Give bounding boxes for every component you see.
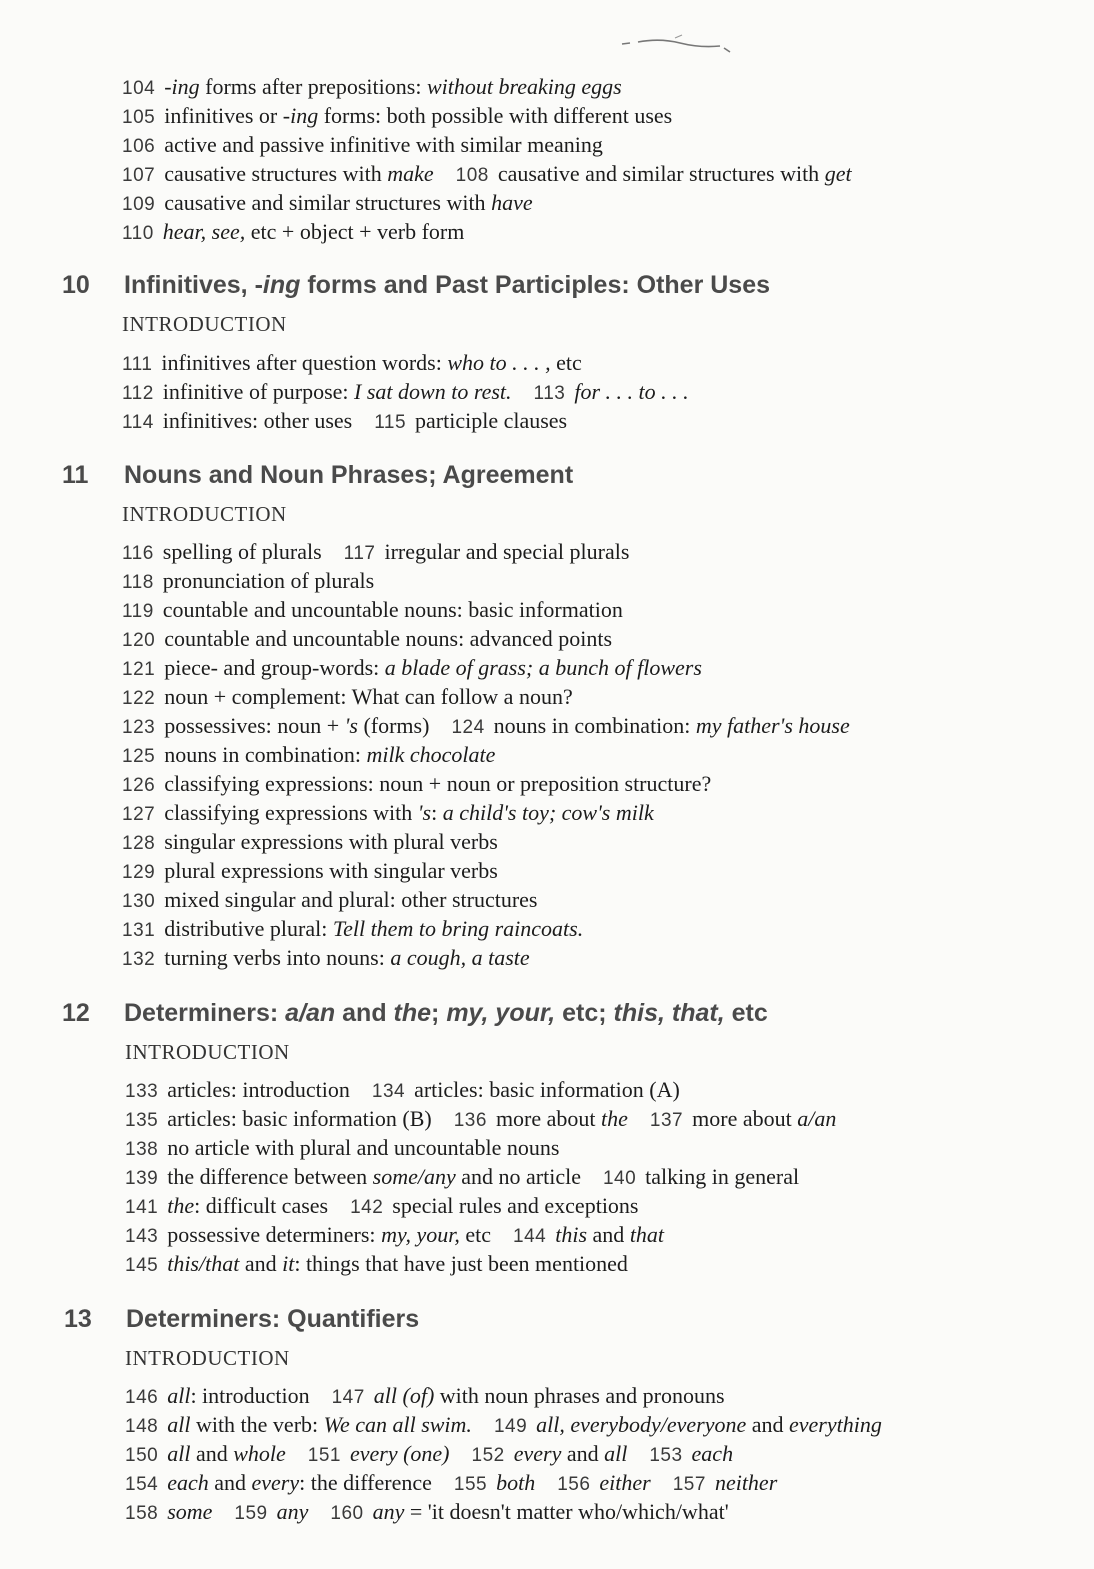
chapter-number: 10 <box>62 271 90 299</box>
toc-line <box>122 653 850 682</box>
entry-title: every and all <box>513 1441 628 1466</box>
toc-entry[interactable] <box>125 1222 491 1247</box>
italic-text: We can all swim. <box>323 1412 472 1437</box>
entry-title <box>692 1441 734 1466</box>
entry-title: infinitives or -ing forms: both possible with different uses <box>164 103 673 128</box>
chapter-11-entries <box>122 537 850 972</box>
entry-number: 125 <box>122 746 156 767</box>
italic-text: all (of) <box>373 1383 435 1408</box>
toc-entry[interactable] <box>122 829 498 854</box>
italic-text: neither <box>714 1470 778 1495</box>
italic-text: all <box>167 1383 191 1408</box>
italic-text: each <box>167 1470 209 1495</box>
toc-line <box>122 740 850 769</box>
entry-number: 140 <box>602 1168 637 1189</box>
toc-entry[interactable] <box>513 1222 664 1247</box>
entry-number: 151 <box>307 1445 341 1466</box>
toc-entry[interactable] <box>330 1499 728 1524</box>
italic-text: the <box>601 1106 628 1131</box>
entry-title: pronunciation of plurals <box>162 568 375 593</box>
italic-text: a/an <box>285 999 336 1027</box>
entry-title: countable and uncountable nouns: basic information <box>162 597 623 622</box>
toc-entry[interactable] <box>603 1164 799 1189</box>
toc-line <box>122 827 850 856</box>
entry-number: 156 <box>557 1474 591 1495</box>
chapter-10-entries <box>122 348 689 435</box>
chapter-13-entries <box>125 1381 882 1526</box>
entry-number: 118 <box>122 572 154 593</box>
entry-number: 146 <box>125 1387 159 1408</box>
entry-number: 127 <box>122 804 156 825</box>
italic-text: 's <box>417 800 432 825</box>
italic-text: it <box>282 1251 295 1276</box>
italic-text: every <box>513 1441 562 1466</box>
entry-number: 124 <box>451 717 485 738</box>
entry-number: 122 <box>122 688 156 709</box>
entry-title: singular expressions with plural verbs <box>164 829 498 854</box>
toc-entry[interactable] <box>650 1106 836 1131</box>
toc-entry[interactable] <box>673 1470 778 1495</box>
entry-title: classifying expressions: noun + noun or preposition structure? <box>164 771 712 796</box>
italic-text: all <box>167 1441 191 1466</box>
entry-number: 142 <box>350 1197 384 1218</box>
entry-title: the: difficult cases <box>167 1193 329 1218</box>
italic-text: who to . . . , <box>447 350 551 375</box>
italic-text: every <box>251 1470 300 1495</box>
toc-entry[interactable] <box>456 161 852 186</box>
toc-entry[interactable] <box>125 1383 310 1408</box>
entry-title: nouns in combination: milk chocolate <box>164 742 496 767</box>
toc-entry[interactable] <box>122 800 654 825</box>
toc-line <box>125 1381 882 1410</box>
entry-title: any = 'it doesn't matter who/which/what' <box>372 1499 729 1524</box>
italic-text: have <box>491 190 533 215</box>
entry-title: more about the <box>495 1106 628 1131</box>
entry-number: 147 <box>331 1387 365 1408</box>
entry-title: articles: basic information (A) <box>414 1077 680 1102</box>
italic-text: every (one) <box>349 1441 450 1466</box>
entry-title: articles: basic information (B) <box>167 1106 432 1131</box>
entry-title: possessive determiners: my, your, etc <box>167 1222 492 1247</box>
toc-entry[interactable] <box>122 103 672 128</box>
entry-number: 110 <box>122 223 154 244</box>
entry-title: special rules and exceptions <box>392 1193 639 1218</box>
italic-text: ing <box>290 103 319 128</box>
toc-entry[interactable] <box>308 1441 450 1466</box>
entry-title: all, everybody/everyone and everything <box>536 1412 882 1437</box>
entry-title: infinitive of purpose: I sat down to rest. <box>162 379 512 404</box>
entry-number: 132 <box>122 949 156 970</box>
toc-entry[interactable] <box>472 1441 628 1466</box>
toc-line <box>125 1075 836 1104</box>
entry-title <box>715 1470 777 1495</box>
chapter-number: 11 <box>62 461 89 489</box>
entry-number: 141 <box>125 1197 159 1218</box>
entry-title: hear, see, etc + object + verb form <box>162 219 465 244</box>
toc-line <box>122 943 850 972</box>
toc-entry[interactable] <box>122 219 464 244</box>
toc-line <box>125 1162 836 1191</box>
entry-number: 115 <box>374 412 407 433</box>
entry-number: 109 <box>122 194 156 215</box>
entry-title: all and whole <box>167 1441 286 1466</box>
entry-title: active and passive infinitive with similar meaning <box>164 132 603 157</box>
italic-text: any <box>372 1499 405 1524</box>
toc-entry[interactable] <box>122 568 374 593</box>
entry-number: 114 <box>122 412 154 433</box>
italic-text: a child's toy; cow's milk <box>442 800 654 825</box>
italic-text: 's <box>344 713 358 738</box>
entry-number: 134 <box>371 1081 406 1102</box>
chapter-title: Infinitives, -ing forms and Past Participles: Other Uses <box>124 271 771 299</box>
italic-text: my father's house <box>695 713 850 738</box>
entry-title: nouns in combination: my father's house <box>493 713 850 738</box>
entry-number: 108 <box>455 165 489 186</box>
entry-number: 120 <box>122 630 156 651</box>
entry-number: 117 <box>343 543 376 564</box>
entry-number: 149 <box>493 1416 528 1437</box>
toc-line <box>122 406 689 435</box>
entries-104-110 <box>122 72 852 246</box>
introduction-link[interactable]: INTRODUCTION <box>125 1346 290 1370</box>
entry-title: causative and similar structures with get <box>497 161 852 186</box>
entry-title <box>496 1470 535 1495</box>
toc-entry[interactable] <box>122 887 538 912</box>
toc-line <box>122 914 850 943</box>
italic-text: ing <box>262 271 301 299</box>
chapter-12-entries <box>125 1075 836 1278</box>
entry-number: 130 <box>122 891 156 912</box>
italic-text: for . . . to . . . <box>574 379 689 404</box>
entry-number: 154 <box>125 1474 159 1495</box>
italic-text: each <box>691 1441 734 1466</box>
italic-text: make <box>387 161 434 186</box>
chapter-title: Determiners: a/an and the; my, your, etc; this, that, etc <box>124 999 768 1027</box>
italic-text: ing <box>171 74 200 99</box>
italic-text: a cough, a taste <box>390 945 530 970</box>
entry-number: 138 <box>125 1139 159 1160</box>
entry-number: 157 <box>672 1474 706 1495</box>
entry-title: classifying expressions with 's: a child's toy; cow's milk <box>164 800 654 825</box>
italic-text: a/an <box>797 1106 837 1131</box>
toc-entry[interactable] <box>122 190 533 215</box>
toc-entry[interactable] <box>454 1106 628 1131</box>
italic-text: this <box>555 1222 588 1247</box>
toc-entry[interactable] <box>125 1135 559 1160</box>
italic-text: Tell them to bring raincoats. <box>332 916 584 941</box>
toc-entry[interactable] <box>125 1193 328 1218</box>
toc-line <box>125 1410 882 1439</box>
toc-entry[interactable] <box>557 1470 651 1495</box>
introduction-link[interactable]: INTRODUCTION <box>122 312 287 336</box>
toc-entry[interactable] <box>649 1441 733 1466</box>
toc-line <box>125 1104 836 1133</box>
entry-title: this and that <box>555 1222 665 1247</box>
entry-title: causative and similar structures with have <box>164 190 533 215</box>
entry-title: participle clauses <box>415 408 568 433</box>
toc-entry[interactable] <box>122 350 582 375</box>
toc-entry[interactable] <box>122 858 498 883</box>
toc-line <box>122 159 852 188</box>
toc-line <box>125 1133 836 1162</box>
entry-title: mixed singular and plural: other structures <box>164 887 538 912</box>
entry-title: infinitives: other uses <box>162 408 353 433</box>
entry-number: 136 <box>453 1110 487 1131</box>
entry-number: 145 <box>125 1255 159 1276</box>
toc-line <box>122 769 850 798</box>
entry-title: possessives: noun + 's (forms) <box>164 713 430 738</box>
toc-entry[interactable] <box>125 1106 432 1131</box>
entry-number: 119 <box>122 601 154 622</box>
italic-text: both <box>496 1470 536 1495</box>
toc-line <box>122 188 852 217</box>
toc-entry[interactable] <box>125 1251 628 1276</box>
entry-title <box>277 1499 309 1524</box>
toc-entry[interactable] <box>122 713 429 738</box>
entry-title: this/that and it: things that have just been mentioned <box>167 1251 628 1276</box>
toc-entry[interactable] <box>332 1383 725 1408</box>
entry-title: turning verbs into nouns: a cough, a taste <box>164 945 530 970</box>
toc-line <box>122 537 850 566</box>
italic-text: this/that <box>167 1251 240 1276</box>
toc-entry[interactable] <box>122 161 434 186</box>
toc-entry[interactable] <box>125 1441 286 1466</box>
entry-title: causative structures with make <box>164 161 434 186</box>
entry-number: 131 <box>122 920 156 941</box>
italic-text: everything <box>789 1412 882 1437</box>
toc-entry[interactable] <box>344 539 630 564</box>
toc-line <box>125 1439 882 1468</box>
entry-title: all (of) with noun phrases and pronouns <box>373 1383 725 1408</box>
entry-number: 160 <box>330 1503 364 1524</box>
entry-number: 159 <box>234 1503 268 1524</box>
italic-text: all <box>167 1412 191 1437</box>
pen-mark <box>620 32 735 54</box>
toc-entry[interactable] <box>122 379 512 404</box>
entry-number: 143 <box>125 1226 159 1247</box>
chapter-title: Determiners: Quantifiers <box>126 1305 420 1333</box>
entry-number: 121 <box>122 659 156 680</box>
toc-line <box>122 711 850 740</box>
italic-text: any <box>276 1499 309 1524</box>
italic-text: either <box>599 1470 651 1495</box>
toc-entry[interactable] <box>122 539 322 564</box>
toc-entry[interactable] <box>122 74 622 99</box>
italic-text: some <box>167 1499 213 1524</box>
toc-entry[interactable] <box>122 408 352 433</box>
entry-number: 135 <box>125 1110 159 1131</box>
entry-title: distributive plural: Tell them to bring raincoats. <box>164 916 584 941</box>
toc-entry[interactable] <box>534 379 689 404</box>
italic-text: get <box>824 161 852 186</box>
entry-number: 150 <box>125 1445 159 1466</box>
toc-line <box>122 798 850 827</box>
toc-line <box>122 682 850 711</box>
toc-entry[interactable] <box>454 1470 535 1495</box>
italic-text: the <box>393 999 432 1027</box>
toc-entry[interactable] <box>122 626 612 651</box>
italic-text: the <box>167 1193 195 1218</box>
entry-number: 113 <box>533 383 566 404</box>
italic-text: all <box>604 1441 628 1466</box>
toc-entry[interactable] <box>374 408 567 433</box>
entry-number: 116 <box>122 543 154 564</box>
toc-line <box>122 377 689 406</box>
toc-entry[interactable] <box>494 1412 882 1437</box>
toc-line <box>125 1497 882 1526</box>
toc-line <box>122 72 852 101</box>
introduction-link[interactable]: INTRODUCTION <box>122 502 287 526</box>
entry-title: plural expressions with singular verbs <box>164 858 498 883</box>
chapter-number: 12 <box>62 999 90 1027</box>
entry-number: 105 <box>122 107 156 128</box>
entry-number: 144 <box>513 1226 547 1247</box>
entry-title <box>599 1470 650 1495</box>
entry-title <box>574 379 688 404</box>
entry-title: all: introduction <box>167 1383 310 1408</box>
toc-entry[interactable] <box>122 132 603 157</box>
toc-entry[interactable] <box>451 713 849 738</box>
toc-entry[interactable] <box>122 597 623 622</box>
entry-number: 139 <box>125 1168 159 1189</box>
entry-number: 128 <box>122 833 156 854</box>
toc-entry[interactable] <box>350 1193 638 1218</box>
entry-title: -ing forms after prepositions: without breaking eggs <box>164 74 622 99</box>
toc-entry[interactable] <box>125 1499 212 1524</box>
introduction-link[interactable]: INTRODUCTION <box>125 1040 290 1064</box>
toc-line <box>125 1468 882 1497</box>
toc-line <box>122 130 852 159</box>
toc-line <box>122 348 689 377</box>
entry-title: irregular and special plurals <box>384 539 630 564</box>
entry-number: 148 <box>125 1416 159 1437</box>
entry-number: 104 <box>122 78 156 99</box>
toc-line <box>122 566 850 595</box>
entry-title: all with the verb: We can all swim. <box>167 1412 472 1437</box>
italic-text: whole <box>233 1441 286 1466</box>
entry-number: 106 <box>122 136 156 157</box>
toc-line <box>122 101 852 130</box>
entry-title: talking in general <box>645 1164 800 1189</box>
italic-text: a blade of grass; a bunch of flowers <box>384 655 702 680</box>
toc-line <box>122 595 850 624</box>
entry-title: no article with plural and uncountable nouns <box>167 1135 560 1160</box>
entry-number: 123 <box>122 717 156 738</box>
entry-number: 155 <box>453 1474 488 1495</box>
toc-line <box>122 217 852 246</box>
toc-entry[interactable] <box>122 771 711 796</box>
toc-entry[interactable] <box>122 945 530 970</box>
italic-text: this, that, <box>613 999 725 1027</box>
chapter-number: 13 <box>64 1305 92 1333</box>
entry-number: 107 <box>122 165 156 186</box>
toc-entry[interactable] <box>122 742 495 767</box>
entry-title <box>167 1499 212 1524</box>
entry-number: 126 <box>122 775 156 796</box>
toc-entry[interactable] <box>122 655 702 680</box>
toc-entry[interactable] <box>122 916 583 941</box>
entry-number: 158 <box>125 1503 159 1524</box>
italic-text: my, your, <box>446 999 556 1027</box>
entry-title: more about a/an <box>692 1106 837 1131</box>
toc-line <box>122 624 850 653</box>
italic-text: my, your, <box>381 1222 460 1247</box>
entry-title: countable and uncountable nouns: advanced points <box>164 626 613 651</box>
entry-title: articles: introduction <box>167 1077 350 1102</box>
toc-entry[interactable] <box>372 1077 680 1102</box>
toc-entry[interactable] <box>125 1077 350 1102</box>
toc-line <box>125 1220 836 1249</box>
entry-title: the difference between some/any and no article <box>167 1164 581 1189</box>
entry-title <box>350 1441 450 1466</box>
entry-number: 129 <box>122 862 156 883</box>
toc-entry[interactable] <box>125 1164 581 1189</box>
toc-line <box>122 856 850 885</box>
entry-title: infinitives after question words: who to . . . , etc <box>161 350 582 375</box>
toc-entry[interactable] <box>125 1412 472 1437</box>
entry-number: 133 <box>125 1081 159 1102</box>
toc-entry[interactable] <box>125 1470 432 1495</box>
entry-title: noun + complement: What can follow a noun? <box>164 684 573 709</box>
entry-number: 137 <box>649 1110 684 1131</box>
italic-text: some/any <box>372 1164 456 1189</box>
entry-number: 111 <box>122 354 153 375</box>
toc-entry[interactable] <box>234 1499 308 1524</box>
entry-number: 153 <box>649 1445 683 1466</box>
italic-text: hear, see, <box>162 219 246 244</box>
toc-entry[interactable] <box>122 684 573 709</box>
entry-number: 152 <box>471 1445 505 1466</box>
italic-text: that <box>629 1222 665 1247</box>
toc-line <box>125 1191 836 1220</box>
entry-number: 112 <box>122 383 154 404</box>
italic-text: without breaking eggs <box>426 74 622 99</box>
toc-line <box>122 885 850 914</box>
italic-text: milk chocolate <box>366 742 496 767</box>
chapter-title: Nouns and Noun Phrases; Agreement <box>124 461 574 489</box>
entry-title: spelling of plurals <box>162 539 322 564</box>
entry-title: each and every: the difference <box>167 1470 432 1495</box>
toc-line <box>125 1249 836 1278</box>
italic-text: all, everybody/everyone <box>536 1412 747 1437</box>
italic-text: I sat down to rest. <box>354 379 512 404</box>
entry-title: piece- and group-words: a blade of grass; a bunch of flowers <box>164 655 702 680</box>
